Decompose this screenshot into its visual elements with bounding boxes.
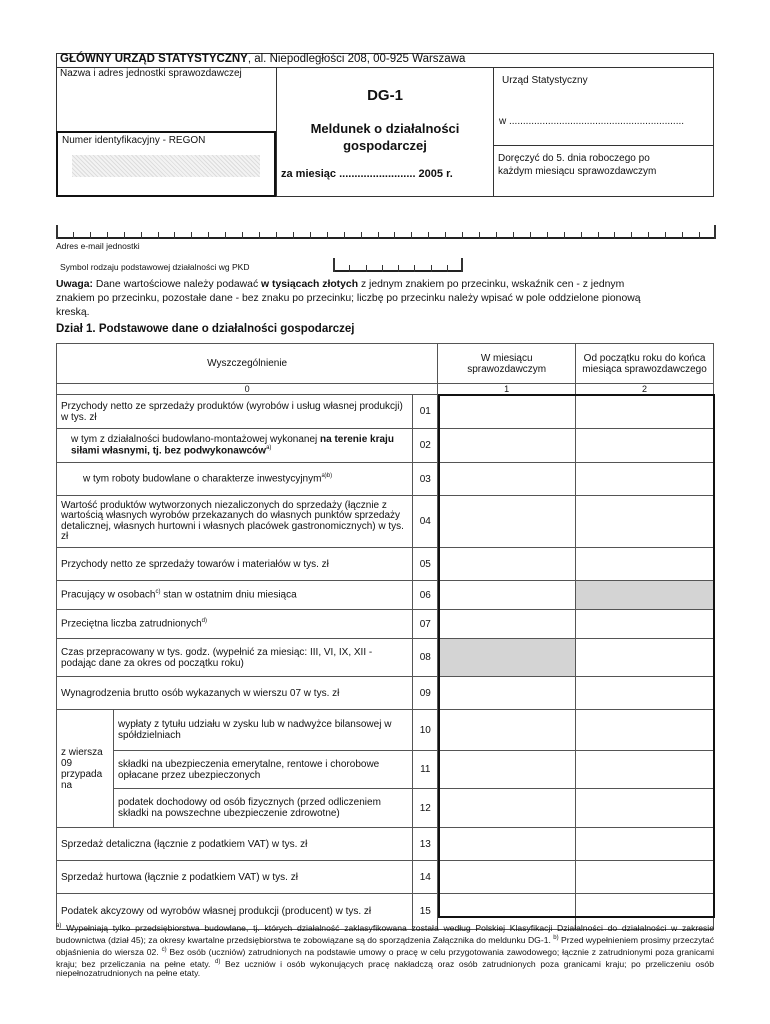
row-label xyxy=(57,429,413,463)
row-label: Wynagrodzenia brutto osób wykazanych w wierszu 07 w tys. zł xyxy=(57,677,413,710)
cell-input[interactable] xyxy=(576,610,714,639)
cell-input[interactable] xyxy=(438,710,576,751)
tick-mark xyxy=(310,232,311,239)
note-label: Uwaga: xyxy=(56,279,93,290)
tick-mark xyxy=(547,232,548,239)
table-row xyxy=(57,677,714,710)
table-row xyxy=(57,548,714,581)
data-table xyxy=(56,343,714,930)
row-label: Przychody netto ze sprzedaży towarów i materiałów w tys. zł xyxy=(57,548,413,581)
tick-mark xyxy=(648,232,649,239)
row-label: Przychody netto ze sprzedaży produktów (wyrobów i usług własnej produkcji) w tys. zł xyxy=(57,395,413,429)
pkd-field[interactable] xyxy=(333,258,463,272)
header-divider xyxy=(493,145,714,146)
cell-input[interactable] xyxy=(576,789,714,828)
tick-mark xyxy=(208,232,209,239)
row-label-text: stan w ostatnim dniu miesiąca xyxy=(160,589,297,601)
tick-mark xyxy=(665,232,666,239)
tick-mark xyxy=(327,232,328,239)
row-label xyxy=(57,463,413,496)
row-label-text: Przeciętna liczba zatrudnionych xyxy=(61,618,202,630)
footnote-d: Bez uczniów i osób wykonujących pracę nakładczą oraz osób zatrudnionych poza granicami kraju; po przeliczeniu osób niepełnozatrudnionych na pełne etaty. xyxy=(56,958,714,979)
cell-input[interactable] xyxy=(438,789,576,828)
table-row xyxy=(57,789,714,828)
footnote-a: Wypełniają tylko przedsiębiorstwa budowlane, tj. których działalność zaklasyfikowana została według Polskiej Klasyfikacji Działalności do działalności w zakresie budownictwa (dział 45); za okresy kwartalne przedsiębiorstwa te zobowiązane są do sporządzenia Załącznika do meldunku DG-1. xyxy=(56,922,714,945)
row-number: 08 xyxy=(413,639,438,677)
tick-mark xyxy=(414,265,415,272)
table-row xyxy=(57,395,714,429)
cell-disabled xyxy=(576,581,714,610)
row-number: 14 xyxy=(413,861,438,894)
cell-input[interactable] xyxy=(576,639,714,677)
note-line3: kreską. xyxy=(56,307,90,318)
footnote-ref: d) xyxy=(201,618,207,625)
footnote-b: Przed wypełnieniem prosimy przeczytać objaśnienia do wiersza 02. xyxy=(56,934,714,957)
tick-mark xyxy=(56,225,58,239)
footnote-ref: a) xyxy=(266,445,272,452)
row-number: 07 xyxy=(413,610,438,639)
tick-mark xyxy=(428,232,429,239)
tick-mark xyxy=(259,232,260,239)
row-label xyxy=(57,581,413,610)
row-label-bold: na terenie kraju siłami własnymi, tj. bez podwykonawców xyxy=(71,434,394,457)
row-label: podatek dochodowy od osób fizycznych (przed odliczeniem składki na powszechne ubezpieczenie zdrowotne) xyxy=(113,789,412,828)
footnote-marker: b) xyxy=(553,934,559,941)
tick-mark xyxy=(191,232,192,239)
note-line1 xyxy=(56,279,624,290)
pkd-label: Symbol rodzaju podstawowej działalności wg PKD xyxy=(60,262,250,272)
institution-name: GŁÓWNY URZĄD STATYSTYCZNY xyxy=(60,53,248,65)
tick-mark xyxy=(349,265,350,272)
institution-address: , al. Niepodległości 208, 00-925 Warszawa xyxy=(247,53,466,65)
footnote-c: Bez osób (uczniów) zatrudnionych na podstawie umowy o pracę w celu przygotowania zawodowego; łącznie z zatrudnionymi poza granicami kraju; bez przeliczania na pełne etaty. xyxy=(56,946,715,969)
cell-input[interactable] xyxy=(438,548,576,581)
tick-mark xyxy=(699,232,700,239)
idx-0: 0 xyxy=(57,384,438,395)
cell-input[interactable] xyxy=(438,429,576,463)
table-row xyxy=(57,496,714,548)
cell-input[interactable] xyxy=(438,751,576,789)
cell-input[interactable] xyxy=(576,548,714,581)
tick-mark xyxy=(631,232,632,239)
row-label xyxy=(57,610,413,639)
email-field[interactable] xyxy=(56,225,716,239)
form-title-line1: Meldunek o działalności xyxy=(310,121,460,136)
tick-mark xyxy=(530,232,531,239)
row-number: 15 xyxy=(413,894,438,930)
row-number: 10 xyxy=(413,710,438,751)
cell-input[interactable] xyxy=(438,610,576,639)
table-row xyxy=(57,861,714,894)
cell-input[interactable] xyxy=(438,496,576,548)
row-label: składki na ubezpieczenia emerytalne, rentowe i chorobowe opłacane przez ubezpieczonych xyxy=(113,751,412,789)
cell-input[interactable] xyxy=(438,463,576,496)
tick-mark xyxy=(378,232,379,239)
tick-mark xyxy=(242,232,243,239)
col-spec-header xyxy=(57,344,438,384)
col1-header xyxy=(438,344,576,384)
unit-name-field[interactable] xyxy=(60,84,272,128)
institution-line xyxy=(60,53,465,65)
cell-input[interactable] xyxy=(576,710,714,751)
footnote-ref: c) xyxy=(155,589,161,596)
tick-mark xyxy=(431,265,432,272)
cell-input[interactable] xyxy=(576,496,714,548)
row-number: 02 xyxy=(413,429,438,463)
tick-mark xyxy=(344,232,345,239)
tick-mark xyxy=(107,232,108,239)
row-label: Wartość produktów wytworzonych niezaliczonych do sprzedaży (łącznie z wartością własnych wyrobów przekazanych do własnych punktów sprzedaży detalicznej, własnych hurtowni i własnych placówek gastronomicznych) w tys. zł xyxy=(57,496,413,548)
col-spec-label: Wyszczególnienie xyxy=(207,358,288,369)
cell-input[interactable] xyxy=(438,581,576,610)
email-label: Adres e-mail jednostki xyxy=(56,241,140,251)
row-number: 09 xyxy=(413,677,438,710)
cell-input[interactable] xyxy=(576,463,714,496)
tick-mark xyxy=(158,232,159,239)
row-label-text: w tym z działalności budowlano-montażowej wykonanej xyxy=(71,434,321,446)
tick-mark xyxy=(174,232,175,239)
tick-mark xyxy=(462,232,463,239)
office-label: Urząd Statystyczny xyxy=(502,75,588,86)
section-title: Dział 1. Podstawowe dane o działalności gospodarczej xyxy=(56,323,355,335)
deadline-line2: każdym miesiącu sprawozdawczym xyxy=(498,166,657,177)
tick-mark xyxy=(361,232,362,239)
cell-input[interactable] xyxy=(576,751,714,789)
tick-mark xyxy=(447,265,448,272)
table-row xyxy=(57,828,714,861)
row-number: 01 xyxy=(413,395,438,429)
tick-mark xyxy=(124,232,125,239)
group-label: z wiersza 09 przypada na xyxy=(57,710,114,828)
table-row xyxy=(57,463,714,496)
deadline-line1: Doręczyć do 5. dnia roboczego po xyxy=(498,153,650,164)
unit-name-label: Nazwa i adres jednostki sprawozdawczej xyxy=(60,68,242,79)
note-line2: znakiem po przecinku, pozostałe dane - bez znaku po przecinku; liczbę po przecinku należy wpisać w pole oddzielone pionową xyxy=(56,293,641,304)
row-label: wypłaty z tytułu udziału w zysku lub w nadwyżce bilansowej w spółdzielniach xyxy=(113,710,412,751)
note-post: z jednym znakiem po przecinku, wskaźnik cen - z jednym xyxy=(358,279,625,290)
table-header-row xyxy=(57,344,714,384)
footnote-marker: c) xyxy=(161,946,167,953)
tick-mark xyxy=(614,232,615,239)
cell-input[interactable] xyxy=(438,828,576,861)
row-label: Podatek akcyzowy od wyrobów własnej produkcji (producent) w tys. zł xyxy=(57,894,413,930)
idx-2: 2 xyxy=(576,384,714,395)
regon-box xyxy=(56,131,276,197)
tick-mark xyxy=(90,232,91,239)
note-bold: w tysiącach złotych xyxy=(261,279,359,290)
table-row xyxy=(57,751,714,789)
col1-label: W miesiącu sprawozdawczym xyxy=(467,352,547,375)
note-pre: Dane wartościowe należy podawać xyxy=(92,279,262,290)
table-row xyxy=(57,581,714,610)
row-label-text: Pracujący w osobach xyxy=(61,589,156,601)
tick-mark xyxy=(682,232,683,239)
tick-mark xyxy=(333,258,335,272)
cell-input[interactable] xyxy=(438,395,576,429)
table-index-row xyxy=(57,384,714,395)
footnote-ref: a)b) xyxy=(321,473,333,480)
row-number: 04 xyxy=(413,496,438,548)
tick-mark xyxy=(225,232,226,239)
row-number: 13 xyxy=(413,828,438,861)
row-label-text: w tym roboty budowlane o charakterze inwestycyjnym xyxy=(83,473,322,485)
cell-input[interactable] xyxy=(438,677,576,710)
header-divider xyxy=(493,67,494,197)
row-number: 12 xyxy=(413,789,438,828)
cell-input[interactable] xyxy=(576,861,714,894)
tick-mark xyxy=(714,225,716,239)
col2-header xyxy=(576,344,714,384)
cell-input[interactable] xyxy=(438,861,576,894)
email-baseline xyxy=(56,237,716,239)
table-row xyxy=(57,710,714,751)
row-number: 03 xyxy=(413,463,438,496)
footnote-marker: d) xyxy=(215,958,221,965)
form-code: DG-1 xyxy=(367,87,403,104)
tick-mark xyxy=(445,232,446,239)
tick-mark xyxy=(141,232,142,239)
idx-1: 1 xyxy=(438,384,576,395)
cell-input[interactable] xyxy=(576,429,714,463)
cell-input[interactable] xyxy=(576,677,714,710)
cell-input[interactable] xyxy=(576,828,714,861)
tick-mark xyxy=(461,258,463,272)
table-row xyxy=(57,610,714,639)
period-field[interactable]: za miesiąc ......................... 2005 r. xyxy=(281,168,453,180)
tick-mark xyxy=(564,232,565,239)
tick-mark xyxy=(411,232,412,239)
row-label: Sprzedaż detaliczna (łącznie z podatkiem VAT) w tys. zł xyxy=(57,828,413,861)
table-row xyxy=(57,429,714,463)
tick-mark xyxy=(293,232,294,239)
office-field[interactable]: w ............................................................... xyxy=(499,116,685,127)
tick-mark xyxy=(496,232,497,239)
tick-mark xyxy=(276,232,277,239)
footnotes xyxy=(56,921,714,978)
tick-mark xyxy=(394,232,395,239)
tick-mark xyxy=(398,265,399,272)
row-label: Sprzedaż hurtowa (łącznie z podatkiem VAT) w tys. zł xyxy=(57,861,413,894)
col2-label: Od początku roku do końca miesiąca sprawozdawczego xyxy=(582,352,707,375)
regon-field[interactable] xyxy=(72,155,260,177)
tick-mark xyxy=(73,232,74,239)
cell-input[interactable] xyxy=(576,395,714,429)
form-title-line2: gospodarczej xyxy=(343,138,427,153)
table-row xyxy=(57,639,714,677)
tick-mark xyxy=(366,265,367,272)
tick-mark xyxy=(479,232,480,239)
tick-mark xyxy=(382,265,383,272)
tick-mark xyxy=(513,232,514,239)
tick-mark xyxy=(581,232,582,239)
row-number: 05 xyxy=(413,548,438,581)
row-number: 11 xyxy=(413,751,438,789)
footnote-marker: a) xyxy=(56,923,62,929)
row-number: 06 xyxy=(413,581,438,610)
regon-label: Numer identyfikacyjny - REGON xyxy=(62,135,206,146)
cell-disabled xyxy=(438,639,576,677)
tick-mark xyxy=(598,232,599,239)
row-label: Czas przepracowany w tys. godz. (wypełnić za miesiąc: III, VI, IX, XII - podając dane za okres od początku roku) xyxy=(57,639,413,677)
